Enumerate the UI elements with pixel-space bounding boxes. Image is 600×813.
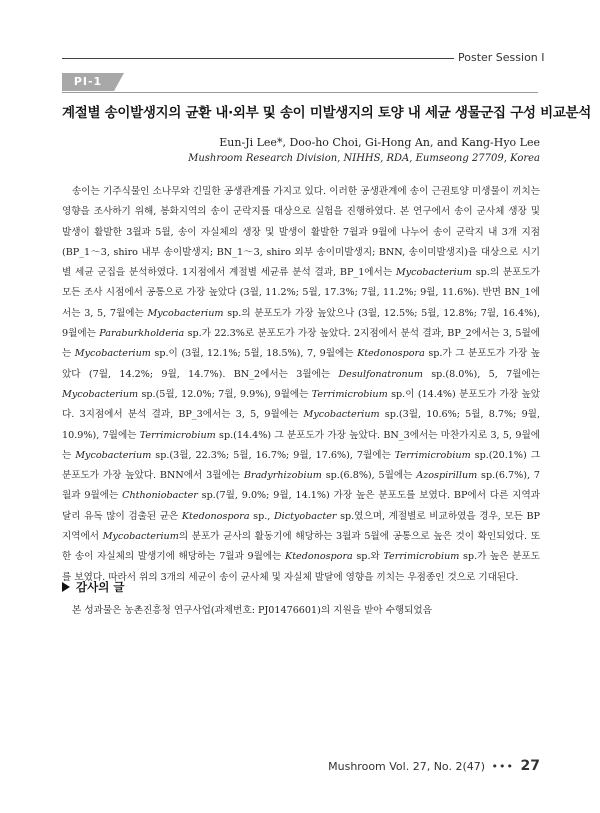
abstract — [62, 182, 540, 588]
footer-dots: ••• — [491, 760, 515, 773]
acknowledgement-heading — [62, 579, 124, 595]
abstract-text-run: 송이는 기주식물인 소나무와 긴밀한 공생관계를 가지고 있다. 이러한 공생관계에 송이 근권토양 미생물이 끼치는 영향을 조사하기 위해, 봉화지역의 송이 군락지를 대상으로 실험을 진행하였다. 본 연구에서 송이 군사체 생장 및 발생이 활발한 3월과 5월, 송이 자실체의 생장 및 발생이 활발한 7월과 9월에 나누어 송이 군락지 내 3개 지점(BP_1～3, shiro 내부 송이발생지; BN_1～3, shiro 외부 송이미발생지; BNN, 송이미발생지)을 대상으로 시기별 세균 군집을 분석하였다. 1지점에서 계절별 세균류 분석 결과, BP_1에서는 — [62, 186, 540, 279]
abstract-text-run: sp.(3월, 22.3%; 5월, 16.7%; 9월, 17.6%), 7월에는 — [151, 449, 395, 461]
abstract-text-run: sp.(8.0%), 5, 7월에는 — [422, 368, 541, 380]
taxon-name: Mycobacterium — [395, 267, 472, 279]
page-number: 27 — [520, 758, 540, 774]
taxon-name: Terrimicrobium — [394, 449, 471, 461]
journal-citation: Mushroom Vol. 27, No. 2(47) — [328, 760, 486, 773]
taxon-name: Chthoniobacter — [122, 490, 198, 502]
taxon-name: Terrimicrobium — [383, 551, 460, 563]
poster-number: PI-1 — [62, 73, 114, 91]
abstract-text-run: sp.가 22.3%로 분포도가 가장 높았다. 2지점에서 분석 결과, BP_2에서는 3, 5월에는 — [62, 328, 540, 360]
abstract-paragraph — [62, 182, 540, 588]
taxon-name: Ktedonospora — [357, 348, 425, 360]
abstract-text-run: sp.(6.8%), 5월에는 — [321, 470, 417, 482]
abstract-text-run: sp.(6.7%), 7월과 9월에는 — [62, 470, 540, 502]
abstract-text-run: sp.이 (3월, 12.1%; 5월, 18.5%), 7, 9월에는 — [150, 348, 358, 360]
abstract-text-run: sp.가 높은 분포도를 보였다. 따라서 위의 3개의 세균이 송이 균사체 및 자실체 발달에 영향을 끼치는 우점종인 것으로 기대된다. — [62, 551, 541, 583]
taxon-name: Desulfonatronum — [338, 368, 423, 380]
taxon-name: Terrimicrobium — [311, 388, 388, 400]
acknowledgement-heading-text: 감사의 글 — [76, 580, 125, 594]
taxon-name: Ktedonospora — [285, 551, 353, 563]
paper-title: 계절별 송이발생지의 균환 내·외부 및 송이 미발생지의 토양 내 세균 생물군집 구성 비교분석 — [62, 105, 592, 121]
taxon-name: Azospirillum — [416, 470, 478, 482]
taxon-name: Mycobacterium — [102, 531, 179, 543]
tag-tail-shape — [114, 73, 124, 91]
abstract-text-run: sp.(14.4%) 그 분포도가 가장 높았다. BN_3에서는 마찬가지로 3, 5, 9월에는 — [62, 429, 540, 461]
taxon-name: Dictyobacter — [273, 510, 337, 522]
abstract-text-run: sp.의 분포도가 가장 높았으나 (3월, 12.5%; 5월, 12.8%; 7월, 16.4%), 9월에는 — [62, 307, 540, 340]
abstract-text-run: sp.였으며, 계절별로 비교하였을 경우, 모든 BP 지역에서 — [62, 510, 540, 543]
abstract-text-run: sp.(5월, 12.0%; 7월, 9.9%), 9월에는 — [138, 388, 312, 400]
abstract-text-run: sp.이 (14.4%) 분포도가 가장 높았다. 3지점에서 분석 결과, BP_3에서는 3, 5, 9월에는 — [62, 388, 541, 421]
abstract-text-run: sp.가 그 분포도가 가장 높았다 (7월, 14.2%; 9월, 14.7%). BN_2에서는 3월에는 — [62, 348, 540, 380]
abstract-text-run: 의 분포가 균사의 활동기에 해당하는 3월과 5월에 공통으로 높은 것이 확인되었다. 또한 송이 자실체의 발생기에 해당하는 7월과 9월에는 — [62, 531, 540, 563]
triangle-bullet-icon — [62, 582, 70, 592]
authors: Eun-Ji Lee*, Doo-ho Choi, Gi-Hong An, and Kang-Hyo Lee — [219, 136, 540, 149]
taxon-name: Mycobacterium — [62, 388, 139, 400]
session-label: Poster Session Ⅰ — [458, 51, 545, 64]
abstract-text-run: sp.(20.1%) 그 분포도가 가장 높았다. BNN에서 3월에는 — [62, 449, 540, 482]
taxon-name: Mycobacterium — [147, 307, 224, 319]
abstract-text-run: sp.(3월, 10.6%; 5월, 8.7%; 9월, 10.9%), 7월에는 — [62, 409, 540, 441]
taxon-name: Mycobacterium — [303, 409, 380, 421]
tag-underline — [62, 92, 538, 93]
affiliation: Mushroom Research Division, NIHHS, RDA, Eumseong 27709, Korea — [188, 153, 540, 164]
taxon-name: Terrimicrobium — [139, 429, 216, 441]
poster-tag — [62, 73, 538, 95]
footer — [328, 758, 540, 774]
abstract-text-run: sp.의 분포도가 모든 조사 시점에서 공통으로 가장 높았다 (3월, 11.2%; 5월, 17.3%; 7월, 11.2%; 9월, 11.6%). 반면 BN_1에서는 3, 5, 7월에는 — [62, 267, 540, 319]
abstract-text-run: sp.(7월, 9.0%; 9월, 14.1%) 가장 높은 분포도를 보였다. BP에서 다른 지역과 달리 유독 많이 검출된 균은 — [62, 490, 540, 522]
abstract-text-run: sp.와 — [352, 551, 384, 563]
taxon-name: Bradyrhizobium — [243, 470, 322, 482]
taxon-name: Ktedonospora — [181, 510, 250, 522]
taxon-name: Paraburkholderia — [99, 328, 185, 340]
header-rule — [62, 58, 454, 59]
abstract-text-run: sp., — [249, 510, 274, 522]
acknowledgement-text: 본 성과물은 농촌진흥청 연구사업(과제번호: PJ01476601)의 지원을 받아 수행되었음 — [72, 605, 432, 616]
taxon-name: Mycobacterium — [75, 449, 152, 461]
taxon-name: Mycobacterium — [74, 348, 151, 360]
